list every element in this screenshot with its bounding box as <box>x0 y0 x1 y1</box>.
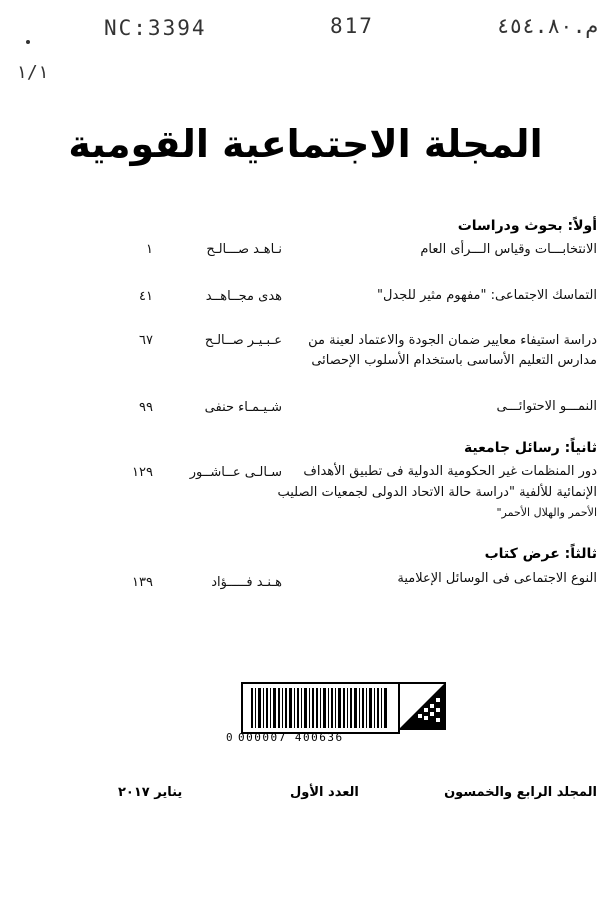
section-heading-research: أولاً: بحوث ودراسات <box>457 218 597 234</box>
entry-title-inclusive: النمـــو الاحتوائـــى <box>496 399 597 414</box>
journal-title: المجلة الاجتماعية القومية <box>68 122 543 166</box>
entry-page-cohesion: ٤١ <box>139 289 153 304</box>
entry-page-ngo: ١٢٩ <box>132 465 153 480</box>
entry-title-ngo-line3: الأحمر والهلال الأحمر" <box>496 506 597 519</box>
entry-title-quality-line1: دراسة استيفاء معايير ضمان الجودة والاعتماد لعينة من <box>308 333 597 348</box>
entry-title-gender: النوع الاجتماعى فى الوسائل الإعلامية <box>397 571 597 586</box>
entry-title-elections: الانتخابـــات وقياس الـــرأى العام <box>420 242 597 257</box>
publisher-logo <box>398 682 446 730</box>
entry-page-quality: ٦٧ <box>139 333 153 348</box>
entry-page-inclusive: ٩٩ <box>139 400 153 415</box>
entry-author-cohesion: هدى مجــاهــد <box>205 289 282 304</box>
section-heading-book-review: ثالثاً: عرض كتاب <box>484 546 597 562</box>
publisher-logo-icon <box>400 684 444 728</box>
handwritten-margin-note: ١/١ <box>16 62 49 83</box>
handwritten-ref-mid: 817 <box>330 14 374 38</box>
barcode-number: 000007 400636 <box>238 731 344 744</box>
entry-author-gender: هـنـد فـــــؤاد <box>211 575 282 590</box>
entry-page-gender: ١٣٩ <box>132 575 153 590</box>
footer-issue: العدد الأول <box>290 785 359 800</box>
footer-volume: المجلد الرابع والخمسون <box>444 785 597 800</box>
footer-date: يناير ٢٠١٧ <box>118 785 183 800</box>
barcode <box>241 682 400 734</box>
entry-page-elections: ١ <box>146 242 153 257</box>
entry-title-quality-line2: مدارس التعليم الأساسى باستخدام الأسلوب الإحصائى <box>311 353 597 368</box>
entry-title-ngo-line1: دور المنظمات غير الحكومية الدولية فى تطبيق الأهداف <box>303 464 597 479</box>
entry-author-quality: عـبـيـر صــالـح <box>204 333 282 348</box>
entry-title-cohesion: التماسك الاجتماعى: "مفهوم مثير للجدل" <box>377 288 597 303</box>
ink-dot <box>26 40 30 44</box>
entry-author-ngo: سـالـى عــاشــور <box>189 465 282 480</box>
handwritten-ref-right: م.٤٥٤.٨٠ <box>496 14 598 38</box>
barcode-leading-digit: 0 <box>226 731 233 744</box>
entry-title-ngo-line2: الإنمائية للألفية "دراسة حالة الاتحاد الدولى لجمعيات الصليب <box>277 485 597 500</box>
handwritten-ref-left: NC:3394 <box>104 16 207 40</box>
entry-author-inclusive: شـيـمـاء حنفى <box>204 400 282 415</box>
entry-author-elections: نـاهـد صـــالـح <box>206 242 282 257</box>
section-heading-theses: ثانياً: رسائل جامعية <box>463 440 597 456</box>
barcode-bars <box>243 684 398 732</box>
